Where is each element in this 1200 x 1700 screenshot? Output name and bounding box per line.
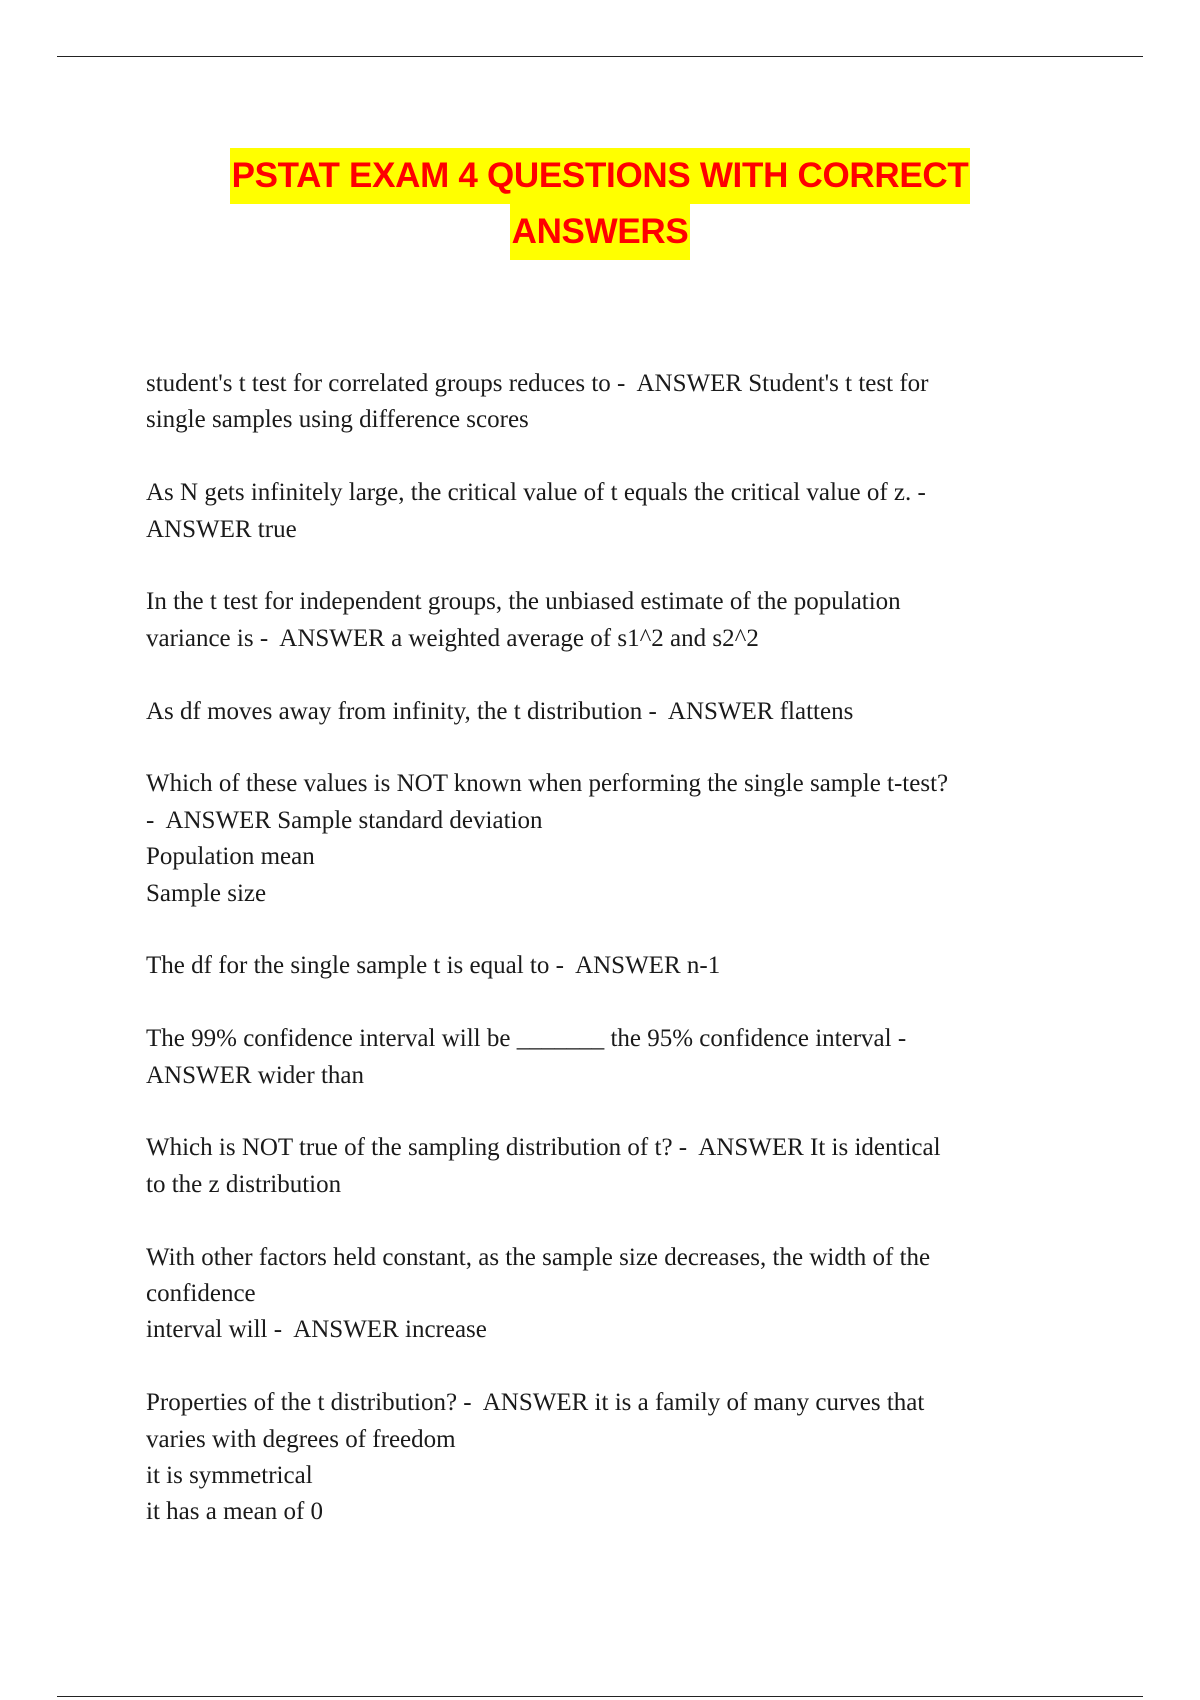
qa-item-2: [146, 475, 1066, 548]
qa-line: Which is NOT true of the sampling distribution of t? - ANSWER It is identical: [146, 1134, 941, 1162]
qa-line: ANSWER true: [146, 515, 297, 543]
qa-line: Properties of the t distribution? - ANSWER it is a family of many curves that: [146, 1389, 925, 1417]
qa-line: In the t test for independent groups, the unbiased estimate of the population: [146, 588, 901, 616]
qa-line: confidence: [146, 1280, 256, 1308]
qa-line: As df moves away from infinity, the t distribution - ANSWER flattens: [146, 697, 854, 725]
qa-line: to the z distribution: [146, 1170, 342, 1198]
qa-line: Population mean: [146, 843, 315, 871]
title-line-2: ANSWERS: [510, 204, 691, 260]
qa-item-7: [146, 1021, 1066, 1094]
qa-line: interval will - ANSWER increase: [146, 1316, 487, 1344]
qa-line: single samples using difference scores: [146, 406, 529, 434]
document-title: [0, 148, 1200, 260]
qa-line: it has a mean of 0: [146, 1498, 324, 1526]
qa-line: With other factors held constant, as the sample size decreases, the width of the: [146, 1243, 931, 1271]
header-rule: [57, 56, 1143, 57]
qa-line: ANSWER wider than: [146, 1061, 365, 1089]
qa-list: [146, 366, 1066, 1567]
qa-line: it is symmetrical: [146, 1462, 313, 1490]
qa-line: Which of these values is NOT known when performing the single sample t-test?: [146, 770, 949, 798]
qa-item-8: [146, 1130, 1066, 1203]
qa-item-1: [146, 366, 1066, 439]
footer-rule: [57, 1696, 1143, 1697]
qa-line: variance is - ANSWER a weighted average of s1^2 and s2^2: [146, 624, 759, 652]
qa-line: The df for the single sample t is equal to - ANSWER n-1: [146, 952, 721, 980]
qa-item-6: [146, 948, 1066, 984]
qa-item-3: [146, 584, 1066, 657]
title-line-1: PSTAT EXAM 4 QUESTIONS WITH CORRECT: [230, 148, 971, 204]
qa-line: - ANSWER Sample standard deviation: [146, 806, 543, 834]
qa-item-10: [146, 1385, 1066, 1531]
qa-line: varies with degrees of freedom: [146, 1425, 456, 1453]
qa-item-5: [146, 766, 1066, 912]
qa-line: As N gets infinitely large, the critical value of t equals the critical value of z. -: [146, 479, 926, 507]
qa-line: The 99% confidence interval will be _______ the 95% confidence interval -: [146, 1025, 907, 1053]
qa-item-9: [146, 1240, 1066, 1349]
qa-line: Sample size: [146, 879, 267, 907]
qa-line: student's t test for correlated groups reduces to - ANSWER Student's t test for: [146, 370, 929, 397]
qa-item-4: [146, 694, 1066, 730]
